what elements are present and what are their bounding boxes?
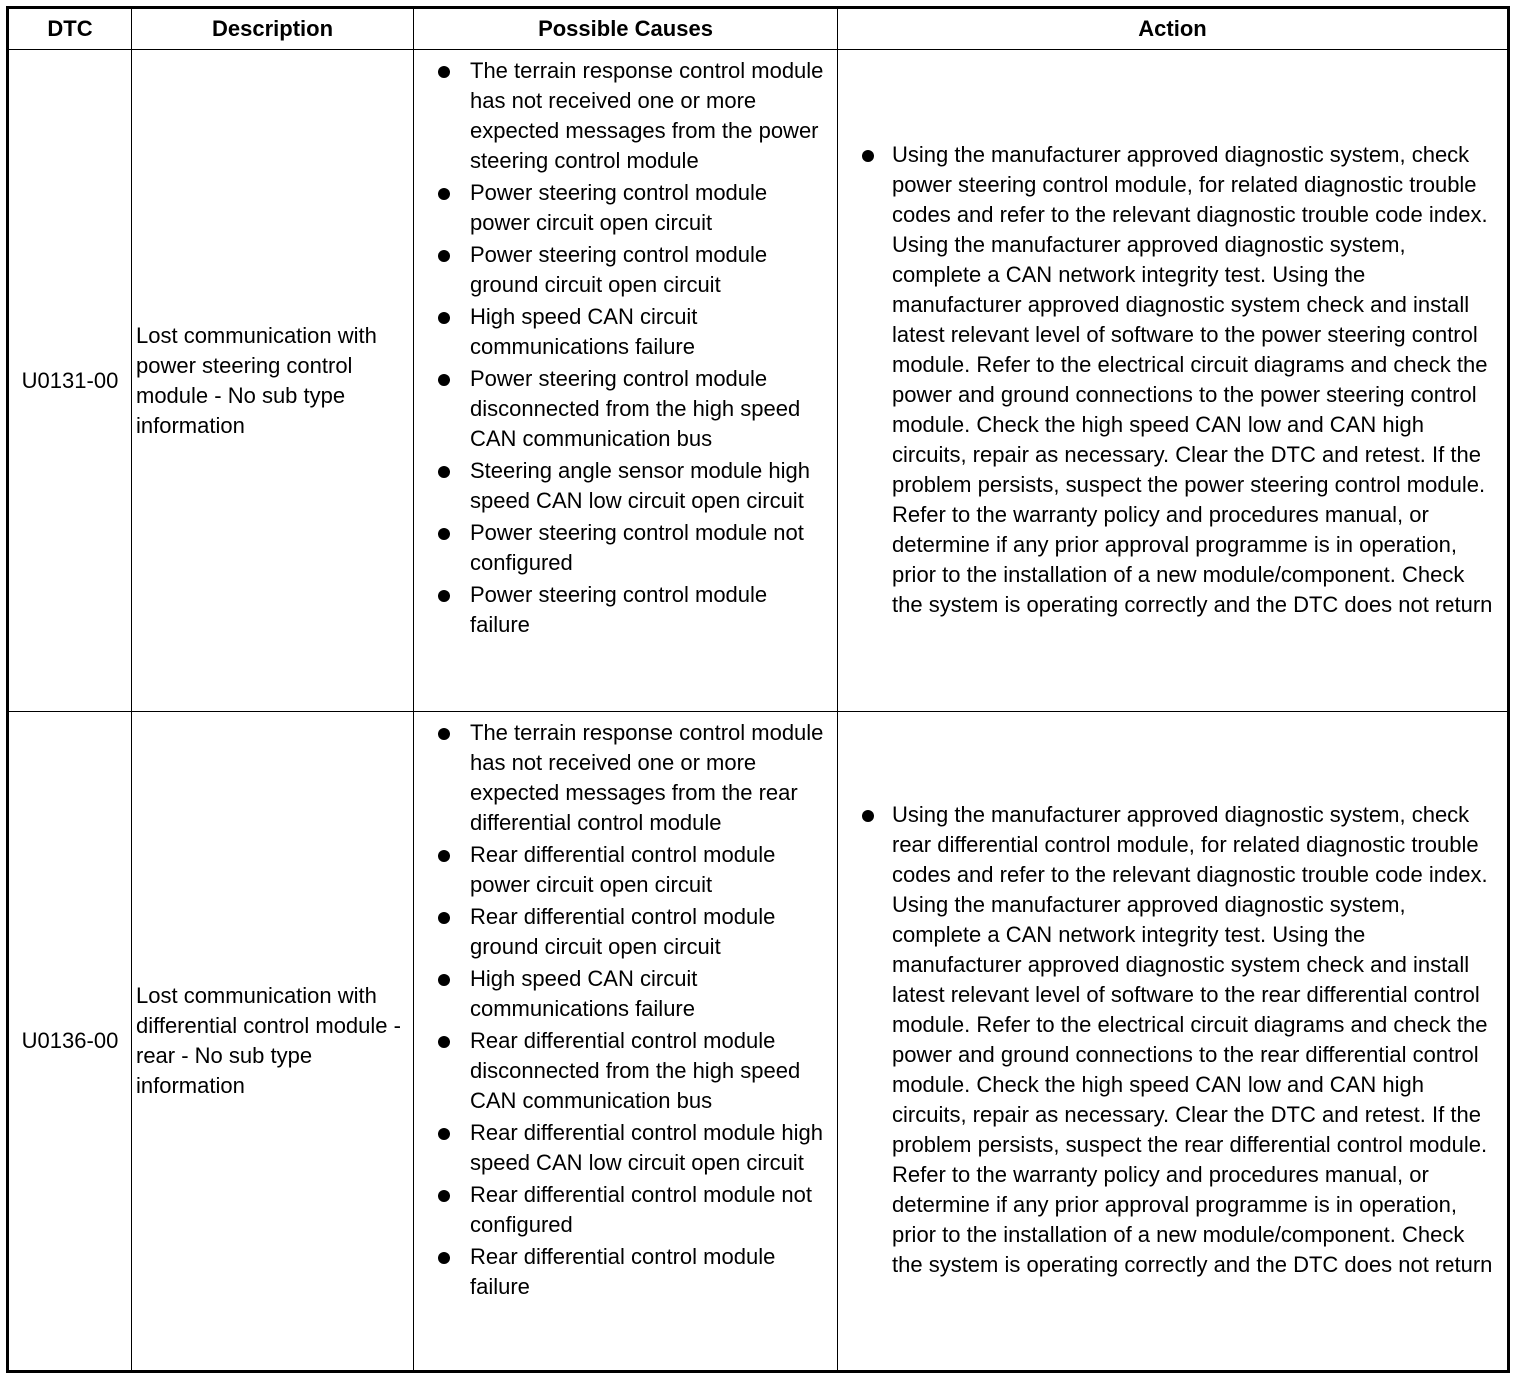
bullet-icon bbox=[438, 250, 450, 262]
possible-causes-cell bbox=[414, 50, 838, 712]
cause-text: Power steering control module power circuit open circuit bbox=[470, 180, 768, 235]
cause-text: Power steering control module ground circuit open circuit bbox=[470, 242, 768, 297]
cause-text: The terrain response control module has not received one or more expected messages from the power steering control module bbox=[470, 58, 824, 173]
cause-text: Rear differential control module ground circuit open circuit bbox=[470, 904, 776, 959]
action-item bbox=[838, 140, 1497, 620]
cause-item bbox=[414, 1026, 833, 1116]
cause-item bbox=[414, 1180, 833, 1240]
cause-item bbox=[414, 518, 833, 578]
bullet-icon bbox=[862, 150, 874, 162]
table-row bbox=[8, 50, 1509, 712]
action-cell bbox=[838, 50, 1509, 712]
cause-item bbox=[414, 56, 833, 176]
cause-text: Rear differential control module high speed CAN low circuit open circuit bbox=[470, 1120, 824, 1175]
bullet-icon bbox=[438, 1128, 450, 1140]
cause-text: Rear differential control module disconnected from the high speed CAN communication bus bbox=[470, 1028, 801, 1113]
bullet-icon bbox=[438, 912, 450, 924]
cause-item bbox=[414, 964, 833, 1024]
bullet-icon bbox=[438, 66, 450, 78]
cause-item bbox=[414, 840, 833, 900]
bullet-icon bbox=[438, 528, 450, 540]
cause-item bbox=[414, 1242, 833, 1302]
cause-text: The terrain response control module has not received one or more expected messages from the rear differential control module bbox=[470, 720, 824, 835]
bullet-icon bbox=[438, 312, 450, 324]
action-cell bbox=[838, 712, 1509, 1372]
bullet-icon bbox=[438, 374, 450, 386]
cause-text: Rear differential control module failure bbox=[470, 1244, 776, 1299]
header-possible-causes: Possible Causes bbox=[414, 8, 838, 50]
bullet-icon bbox=[438, 188, 450, 200]
action-item bbox=[838, 800, 1497, 1280]
cause-text: Power steering control module not configured bbox=[470, 520, 804, 575]
cause-text: High speed CAN circuit communications failure bbox=[470, 966, 698, 1021]
header-dtc: DTC bbox=[8, 8, 132, 50]
cause-text: Rear differential control module not configured bbox=[470, 1182, 813, 1237]
cause-item bbox=[414, 240, 833, 300]
cause-item bbox=[414, 1118, 833, 1178]
action-text: Using the manufacturer approved diagnostic system, check rear differential control module, for related diagnostic trouble codes and refer to the relevant diagnostic trouble code index. Using the manufacturer approved diagnostic system, complete a CAN network integrity test. Using the manufacturer approved diagnostic system check and install latest relevant level of software to the rear differential control module. Refer to the electrical circuit diagrams and check the power and ground connections to the rear differential control module. Check the high speed CAN low and CAN high circuits, repair as necessary. Clear the DTC and retest. If the problem persists, suspect the rear differential control module. Refer to the warranty policy and procedures manual, or determine if any prior approval programme is in operation, prior to the installation of a new module/component. Check the system is operating correctly and the DTC does not return bbox=[892, 802, 1493, 1277]
cause-text: Steering angle sensor module high speed CAN low circuit open circuit bbox=[470, 458, 811, 513]
header-action: Action bbox=[838, 8, 1509, 50]
bullet-icon bbox=[438, 728, 450, 740]
cause-item bbox=[414, 178, 833, 238]
bullet-icon bbox=[438, 850, 450, 862]
cause-item bbox=[414, 718, 833, 838]
possible-causes-cell bbox=[414, 712, 838, 1372]
action-text: Using the manufacturer approved diagnostic system, check power steering control module, for related diagnostic trouble codes and refer to the relevant diagnostic trouble code index. Using the manufacturer approved diagnostic system, complete a CAN network integrity test. Using the manufacturer approved diagnostic system check and install latest relevant level of software to the power steering control module. Refer to the electrical circuit diagrams and check the power and ground connections to the power steering control module. Check the high speed CAN low and CAN high circuits, repair as necessary. Clear the DTC and retest. If the problem persists, suspect the power steering control module. Refer to the warranty policy and procedures manual, or determine if any prior approval programme is in operation, prior to the installation of a new module/component. Check the system is operating correctly and the DTC does not return bbox=[892, 141, 1493, 617]
cause-text: Rear differential control module power circuit open circuit bbox=[470, 842, 776, 897]
bullet-icon bbox=[438, 974, 450, 986]
table-row bbox=[8, 712, 1509, 1372]
bullet-icon bbox=[438, 1036, 450, 1048]
dtc-description: Lost communication with power steering control module - No sub type information bbox=[132, 50, 414, 712]
bullet-icon bbox=[862, 810, 874, 822]
bullet-icon bbox=[438, 1190, 450, 1202]
cause-text: Power steering control module disconnected from the high speed CAN communication bus bbox=[470, 366, 801, 451]
dtc-code: U0131-00 bbox=[8, 50, 132, 712]
cause-item bbox=[414, 902, 833, 962]
cause-text: High speed CAN circuit communications failure bbox=[470, 304, 698, 359]
dtc-description: Lost communication with differential control module - rear - No sub type information bbox=[132, 712, 414, 1372]
bullet-icon bbox=[438, 466, 450, 478]
bullet-icon bbox=[438, 590, 450, 602]
cause-item bbox=[414, 456, 833, 516]
cause-item bbox=[414, 580, 833, 640]
header-description: Description bbox=[132, 8, 414, 50]
cause-text: Power steering control module failure bbox=[470, 582, 768, 637]
dtc-table bbox=[6, 6, 1510, 1373]
cause-item bbox=[414, 302, 833, 362]
header-row bbox=[8, 8, 1509, 50]
dtc-code: U0136-00 bbox=[8, 712, 132, 1372]
bullet-icon bbox=[438, 1252, 450, 1264]
cause-item bbox=[414, 364, 833, 454]
